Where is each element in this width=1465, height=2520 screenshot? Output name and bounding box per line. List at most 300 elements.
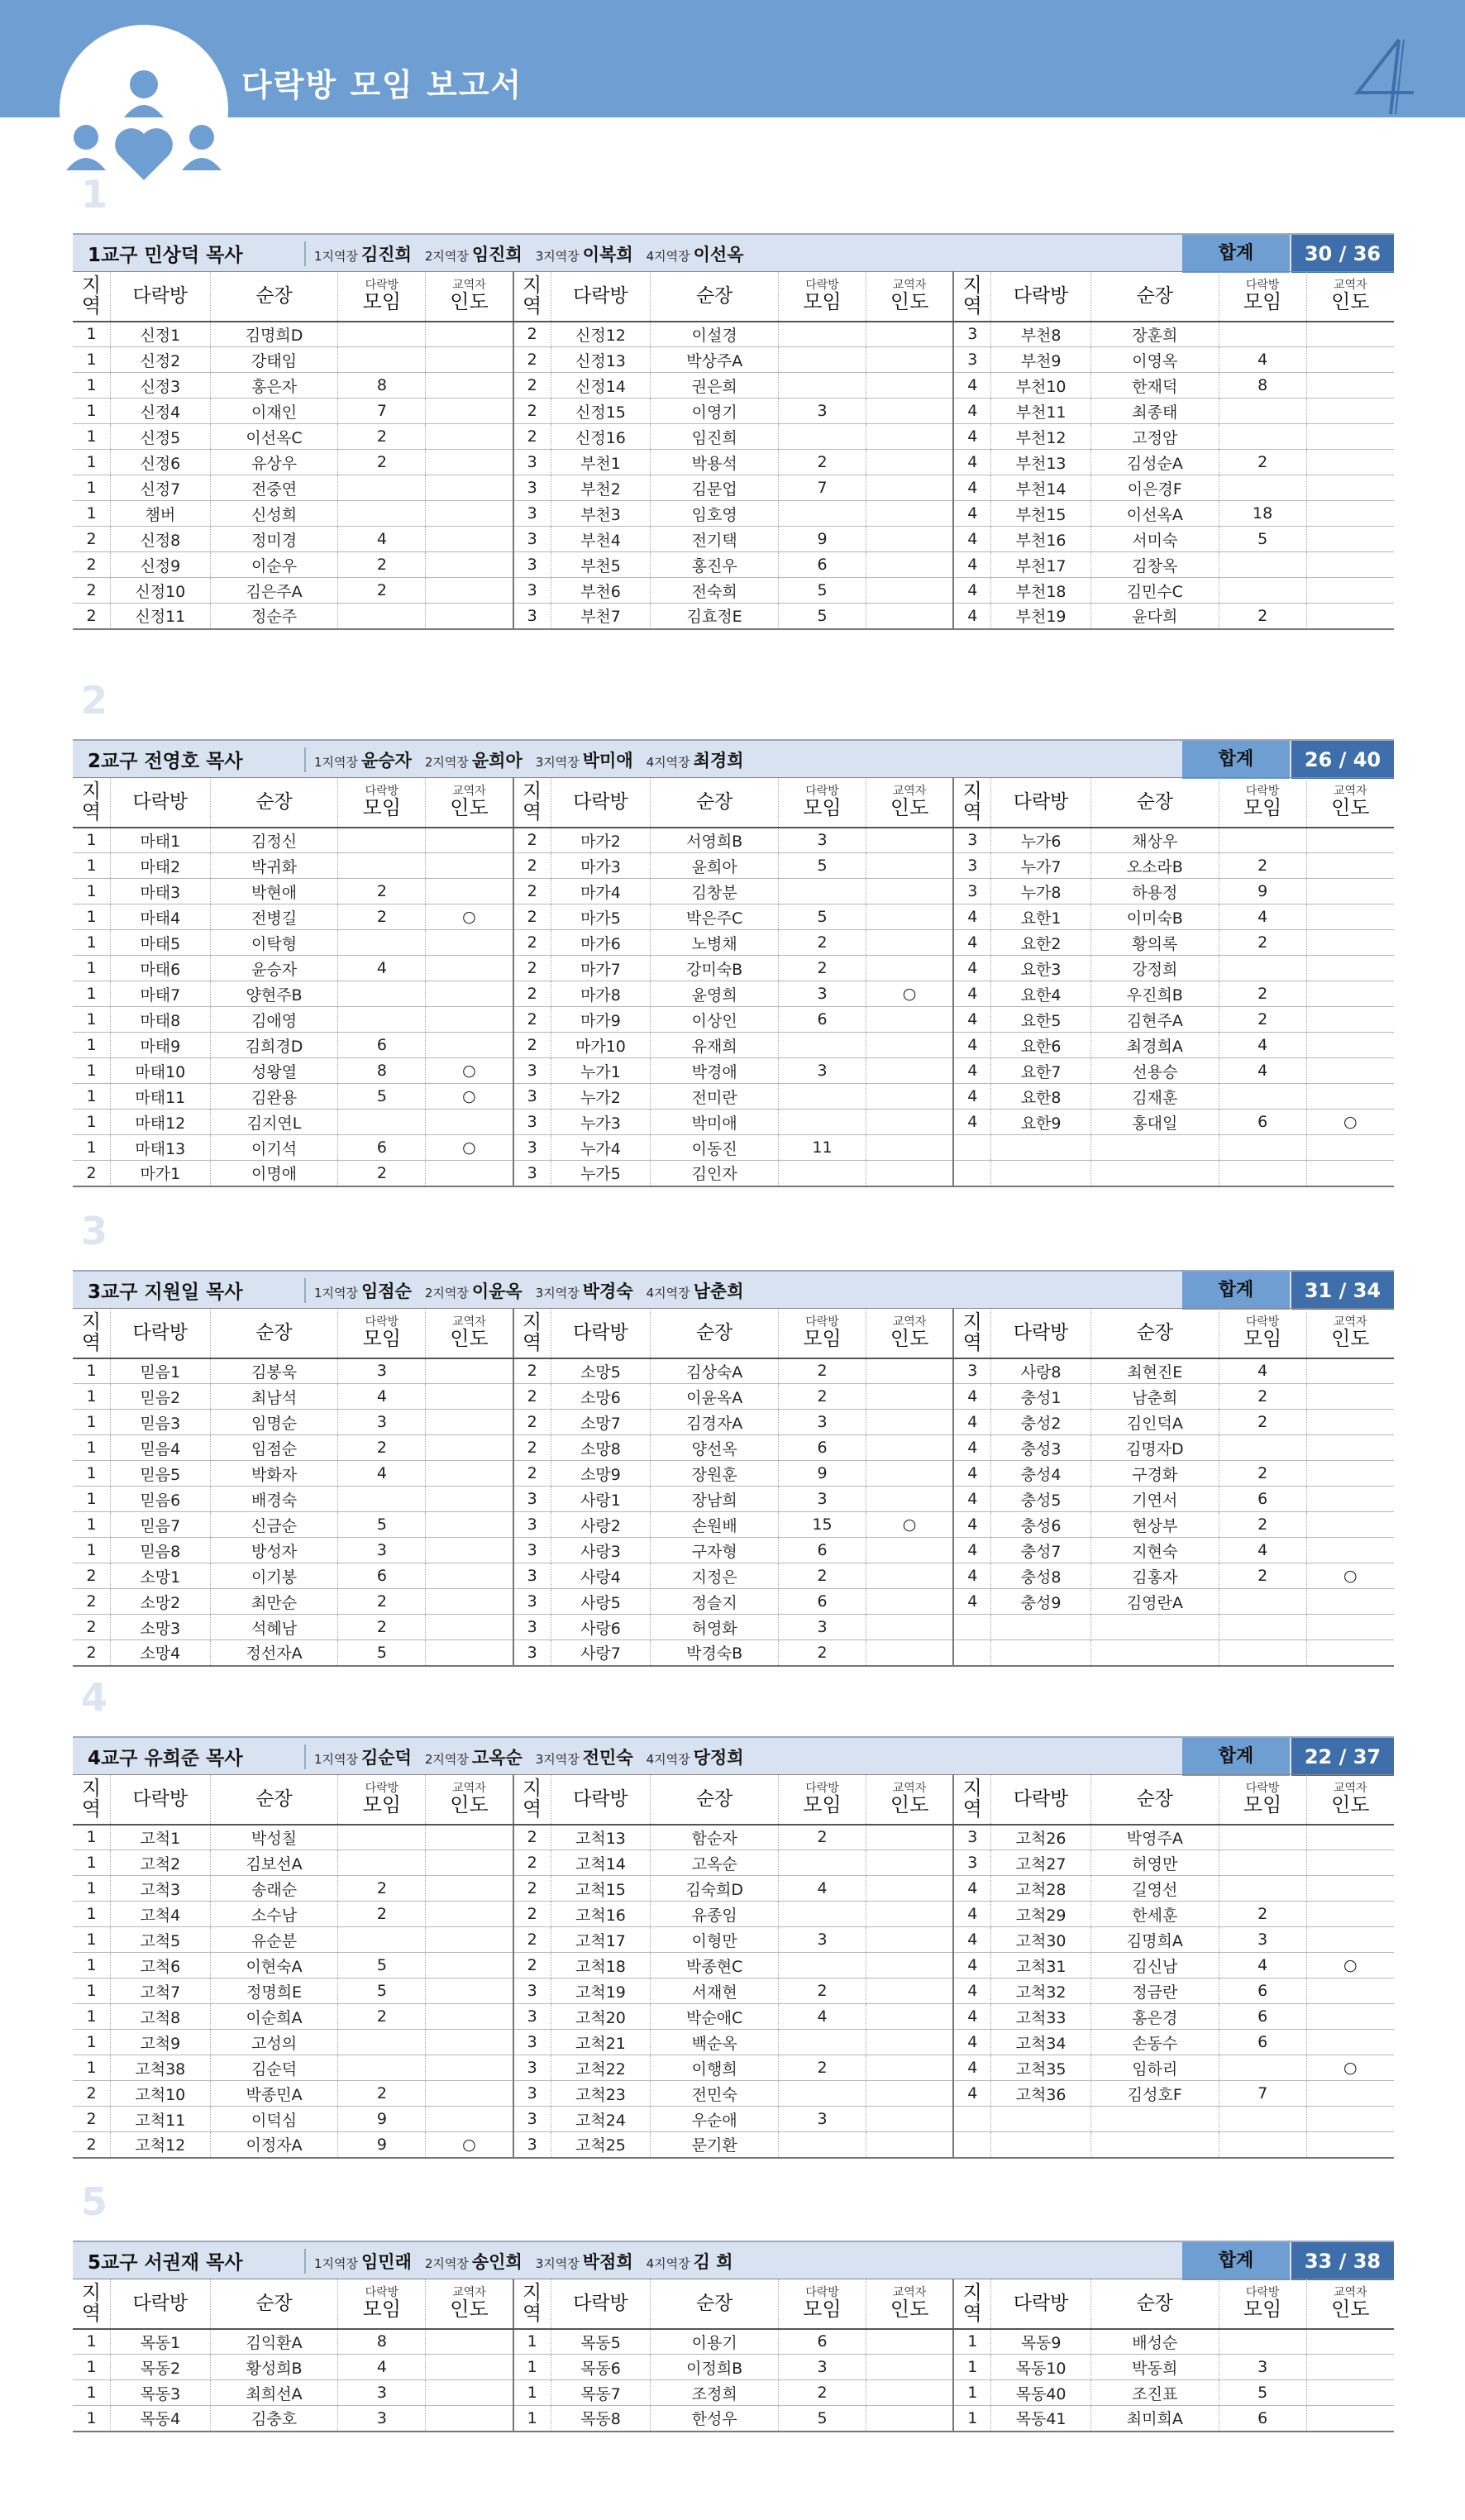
col-meeting-header [779,2279,866,2329]
leader-cell: 김민수C [1090,578,1219,604]
col-region-header [953,2279,991,2329]
meeting-count-cell: 4 [1219,1953,1306,1978]
region-cell: 4 [953,1007,991,1033]
col-darakbang-header [551,778,651,828]
meeting-count-cell: 4 [1219,904,1306,930]
guide-mark-cell [1306,2107,1394,2132]
leader-cell: 우진희B [1090,981,1219,1007]
region-cell: 1 [73,322,111,347]
leader-cell: 김인자 [651,1161,779,1186]
header-text: 다락방 [805,279,839,293]
guide-mark-cell [1306,1358,1394,1384]
region-cell: 4 [953,373,991,399]
meeting-count-cell [779,501,866,527]
meeting-count-cell: 3 [779,1487,866,1512]
leader-cell [1090,1161,1219,1186]
guide-mark-cell [426,1615,513,1640]
guide-mark-cell [866,475,953,501]
meeting-count-cell [338,1825,426,1850]
region-cell: 4 [953,475,991,501]
leader-cell: 손동수 [1090,2030,1219,2055]
darakbang-cell: 목동7 [551,2380,651,2406]
darakbang-cell: 목동41 [991,2406,1091,2432]
table-row [73,956,1394,981]
col-darakbang-header [111,1775,211,1825]
meeting-count-cell: 6 [779,2329,866,2355]
meeting-count-cell [338,1487,426,1512]
leader-cell: 임호영 [651,501,779,527]
guide-mark-cell [1306,879,1394,904]
table-row [73,424,1394,450]
col-meeting-header [1219,1775,1306,1825]
region-leader-name: 윤승자 [361,751,412,771]
col-leader-header [1090,1309,1219,1358]
darakbang-cell: 충성2 [991,1410,1091,1435]
table-row [73,2030,1394,2055]
table-row [73,1161,1394,1186]
header-text: 모임 [1243,2298,1282,2321]
region-cell: 1 [73,2406,111,2432]
region-cell: 4 [953,1384,991,1410]
region-cell: 2 [73,2132,111,2158]
region-cell: 2 [513,904,551,930]
leader-cell: 최만순 [210,1589,338,1615]
leader-cell: 이기봉 [210,1563,338,1589]
region-cell: 1 [513,2355,551,2380]
region-cell: 3 [513,2107,551,2132]
header-text: 지 [962,274,982,298]
meeting-count-cell: 2 [1219,1563,1306,1589]
header-text: 역 [523,1331,542,1355]
meeting-count-cell: 2 [779,2055,866,2081]
leader-cell: 최미희A [1090,2406,1219,2432]
section-title: 2교구 전영호 목사 [88,751,243,772]
leader-cell: 서미숙 [1090,527,1219,552]
region-cell: 4 [953,399,991,424]
col-leader-header [651,778,779,828]
col-leader-header [651,2279,779,2329]
table-row [73,1563,1394,1589]
guide-mark-cell [1306,552,1394,578]
meeting-count-cell: 3 [338,1410,426,1435]
region-cell: 2 [73,552,111,578]
header-text: 인도 [890,1793,929,1816]
meeting-count-cell: 2 [338,904,426,930]
meeting-count-cell: 3 [1219,1927,1306,1953]
darakbang-cell: 고척16 [551,1902,651,1927]
leader-cell: 서재현 [651,1978,779,2004]
guide-mark-cell [1306,373,1394,399]
region-cell: 1 [73,879,111,904]
leader-cell: 유종임 [651,1902,779,1927]
meeting-count-cell: 3 [779,828,866,853]
meeting-count-cell: 3 [338,1538,426,1563]
leader-cell: 김봉욱 [210,1358,338,1384]
leader-cell: 최희선A [210,2380,338,2406]
region-leader-role: 3지역장 [535,2256,580,2271]
col-meeting-header [779,1309,866,1358]
guide-mark-cell [426,1563,513,1589]
darakbang-cell: 신정15 [551,399,651,424]
section-header [73,1736,1394,1774]
guide-mark-cell [866,552,953,578]
leader-cell: 김문업 [651,475,779,501]
table-row [73,1058,1394,1084]
header-text: 다락방 [365,1782,399,1796]
leader-cell: 김희경D [210,1033,338,1058]
darakbang-cell: 목동40 [991,2380,1091,2406]
darakbang-cell: 신정4 [111,399,211,424]
table-row [73,2132,1394,2158]
darakbang-cell: 마가7 [551,956,651,981]
guide-mark-cell [426,1953,513,1978]
col-region-header [513,1309,551,1358]
region-cell [953,1135,991,1161]
leader-cell: 박화자 [210,1461,338,1487]
region-leader-name: 이선옥 [693,245,744,265]
meeting-count-cell: 7 [779,475,866,501]
leader-cell: 박동희 [1090,2355,1219,2380]
meeting-count-cell: 4 [338,527,426,552]
guide-mark-cell [426,604,513,629]
leader-cell: 최종태 [1090,399,1219,424]
darakbang-cell: 고척3 [111,1876,211,1902]
guide-mark-cell [866,2055,953,2081]
guide-mark-cell [426,1384,513,1410]
darakbang-cell: 고척34 [991,2030,1091,2055]
darakbang-cell: 마태2 [111,853,211,879]
header-text: 인도 [1331,796,1370,819]
header-text: 지 [962,2281,982,2305]
darakbang-cell: 사랑7 [551,1640,651,1666]
col-guide-header [1306,2279,1394,2329]
darakbang-cell: 누가8 [991,879,1091,904]
meeting-count-cell: 18 [1219,501,1306,527]
guide-mark-cell [426,450,513,475]
col-meeting-header [779,1775,866,1825]
darakbang-cell [991,1640,1091,1666]
region-cell: 4 [953,552,991,578]
page-number-4-icon [1341,31,1432,122]
guide-mark-cell: ○ [426,1058,513,1084]
col-leader-header [210,778,338,828]
region-leader-name: 고옥순 [471,1748,523,1768]
darakbang-cell: 충성8 [991,1563,1091,1589]
region-cell: 1 [73,1384,111,1410]
region-cell: 4 [953,1435,991,1461]
region-cell: 1 [73,853,111,879]
region-cell: 2 [513,424,551,450]
darakbang-cell: 부천2 [551,475,651,501]
table-row [73,1435,1394,1461]
table-row [73,1953,1394,1978]
meeting-count-cell [779,322,866,347]
meeting-count-cell: 2 [338,424,426,450]
meeting-count-cell: 3 [779,399,866,424]
leader-cell: 고성의 [210,2030,338,2055]
col-meeting-header [338,778,426,828]
col-darakbang-header [991,272,1091,322]
region-cell: 3 [513,527,551,552]
guide-mark-cell [426,552,513,578]
table-row [73,1538,1394,1563]
col-darakbang-header [111,2279,211,2329]
meeting-count-cell [338,347,426,373]
leader-cell: 이용기 [651,2329,779,2355]
section-number: 5 [81,2179,108,2224]
header-text: 순장 [255,1322,293,1344]
header-text: 다락방 [573,285,628,308]
header-text: 순장 [695,2293,733,2315]
meeting-count-cell [779,1033,866,1058]
darakbang-cell: 사랑6 [551,1615,651,1640]
leader-cell [1090,2132,1219,2158]
col-guide-header [1306,272,1394,322]
guide-mark-cell [1306,2406,1394,2432]
table-row [73,1461,1394,1487]
header-text: 모임 [803,290,842,313]
table-row [73,2081,1394,2107]
header-text: 역 [962,1331,982,1355]
guide-mark-cell [426,956,513,981]
darakbang-cell: 충성7 [991,1538,1091,1563]
region-cell: 3 [513,1058,551,1084]
header-text: 다락방 [365,785,399,799]
guide-mark-cell [1306,2132,1394,2158]
header-text: 역 [523,294,542,318]
meeting-count-cell: 6 [1219,2004,1306,2030]
header-text: 다락방 [365,1315,399,1329]
header-text: 교역자 [892,2286,927,2300]
darakbang-cell: 소망5 [551,1358,651,1384]
meeting-count-cell [779,1110,866,1135]
header-text: 지 [523,780,542,804]
meeting-count-cell [338,930,426,956]
leader-cell: 양현주B [210,981,338,1007]
guide-mark-cell [1306,1850,1394,1876]
leader-cell: 이형만 [651,1927,779,1953]
darakbang-table [73,777,1394,1187]
leader-cell: 김창분 [651,879,779,904]
leader-cell: 남춘희 [1090,1384,1219,1410]
darakbang-cell: 목동4 [111,2406,211,2432]
guide-mark-cell [866,956,953,981]
col-region-header [953,778,991,828]
region-leader-name: 김 희 [693,2252,733,2272]
total-value: 33 / 38 [1291,2242,1394,2280]
leader-cell: 홍은자 [210,373,338,399]
col-meeting-header [338,2279,426,2329]
section-number: 4 [81,1675,108,1720]
region-cell: 3 [953,828,991,853]
leader-cell: 박성칠 [210,1825,338,1850]
region-cell: 2 [513,347,551,373]
darakbang-cell: 충성4 [991,1461,1091,1487]
darakbang-cell: 부천15 [991,501,1091,527]
header-text: 역 [81,294,102,318]
region-cell: 1 [73,2055,111,2081]
meeting-count-cell: 5 [338,1640,426,1666]
meeting-count-cell [779,2030,866,2055]
meeting-count-cell [1219,956,1306,981]
leader-cell: 김보선A [210,1850,338,1876]
meeting-count-cell: 4 [1219,1538,1306,1563]
leader-cell: 김창옥 [1090,552,1219,578]
region-leader-name: 임민래 [361,2252,412,2272]
total-value: 26 / 40 [1291,741,1394,779]
leader-cell: 김명자D [1090,1435,1219,1461]
region-cell: 3 [513,1135,551,1161]
region-cell: 1 [73,828,111,853]
leader-cell: 배성순 [1090,2329,1219,2355]
region-cell: 1 [513,2329,551,2355]
header-text: 역 [523,800,542,824]
darakbang-cell: 고척10 [111,2081,211,2107]
leader-cell: 조진표 [1090,2380,1219,2406]
header-text: 순장 [695,285,733,308]
guide-mark-cell [426,853,513,879]
region-leaders [314,2249,733,2274]
meeting-count-cell: 4 [338,956,426,981]
leader-cell: 전기택 [651,527,779,552]
darakbang-cell: 고척15 [551,1876,651,1902]
darakbang-cell: 마태7 [111,981,211,1007]
guide-mark-cell [1306,1538,1394,1563]
darakbang-cell [991,2132,1091,2158]
leader-cell: 홍진우 [651,552,779,578]
leader-cell: 김신남 [1090,1953,1219,1978]
header-text: 다락방 [1245,785,1280,799]
guide-mark-cell [426,347,513,373]
meeting-count-cell [779,1161,866,1186]
leader-cell: 이현숙A [210,1953,338,1978]
guide-mark-cell [866,1927,953,1953]
leader-cell: 이정자A [210,2132,338,2158]
region-leader-name: 박경숙 [582,1281,633,1301]
header-text: 다락방 [1013,285,1069,308]
col-meeting-header [779,272,866,322]
darakbang-cell: 요한7 [991,1058,1091,1084]
guide-mark-cell: ○ [866,1512,953,1538]
region-cell: 1 [73,1358,111,1384]
header-text: 순장 [255,1788,293,1811]
region-leader-role: 1지역장 [314,755,359,770]
leader-cell: 고옥순 [651,1850,779,1876]
region-leader-name: 김진희 [361,245,412,265]
darakbang-cell: 신정7 [111,475,211,501]
header-text: 다락방 [573,2293,628,2315]
leader-cell: 송래순 [210,1876,338,1902]
guide-mark-cell [426,2329,513,2355]
col-region-header [513,1775,551,1825]
table-row [73,604,1394,629]
region-cell: 3 [953,347,991,373]
darakbang-cell: 부천16 [991,527,1091,552]
col-guide-header [866,1309,953,1358]
leader-cell: 홍대일 [1090,1110,1219,1135]
leader-cell: 김성순A [1090,450,1219,475]
darakbang-cell: 부천10 [991,373,1091,399]
leader-cell: 선용승 [1090,1058,1219,1084]
region-cell: 1 [73,930,111,956]
region-cell: 4 [953,1563,991,1589]
header-text: 교역자 [892,785,927,799]
darakbang-cell: 충성9 [991,1589,1091,1615]
leader-cell: 이행희 [651,2055,779,2081]
darakbang-cell: 마가1 [111,1161,211,1186]
region-cell: 4 [953,1512,991,1538]
darakbang-cell: 고척7 [111,1978,211,2004]
darakbang-cell: 목동2 [111,2355,211,2380]
leader-cell: 이은경F [1090,475,1219,501]
darakbang-cell: 마태5 [111,930,211,956]
meeting-count-cell: 9 [338,2107,426,2132]
meeting-count-cell: 5 [779,604,866,629]
header-text: 교역자 [1333,1315,1367,1329]
leader-cell: 허영화 [651,1615,779,1640]
guide-mark-cell: ○ [426,1084,513,1110]
guide-mark-cell [1306,1487,1394,1512]
region-cell: 4 [953,1953,991,1978]
darakbang-table [73,1774,1394,2159]
darakbang-cell: 마가6 [551,930,651,956]
col-meeting-header [1219,2279,1306,2329]
leader-cell: 최경희A [1090,1033,1219,1058]
leader-cell: 임진희 [651,424,779,450]
header-text: 역 [962,2302,982,2326]
meeting-count-cell: 2 [779,1563,866,1589]
guide-mark-cell [1306,2030,1394,2055]
meeting-count-cell: 4 [1219,1033,1306,1058]
meeting-count-cell: 2 [1219,1461,1306,1487]
darakbang-cell: 마가4 [551,879,651,904]
region-cell: 1 [953,2329,991,2355]
darakbang-cell: 신정8 [111,527,211,552]
meeting-count-cell: 9 [779,527,866,552]
col-leader-header [651,272,779,322]
meeting-count-cell: 3 [779,1058,866,1084]
meeting-count-cell: 6 [779,1435,866,1461]
table-row [73,475,1394,501]
col-darakbang-header [551,2279,651,2329]
meeting-count-cell: 5 [1219,527,1306,552]
meeting-count-cell: 2 [338,879,426,904]
header-text: 다락방 [132,1788,188,1811]
darakbang-cell: 부천12 [991,424,1091,450]
guide-mark-cell [866,2355,953,2380]
region-cell: 2 [513,1033,551,1058]
section-title: 4교구 유희준 목사 [88,1748,243,1769]
header-text: 지 [81,1310,102,1334]
col-region-header [513,2279,551,2329]
header-text: 역 [81,1331,102,1355]
leader-cell: 정슬지 [651,1589,779,1615]
header-text: 역 [523,1797,542,1821]
leader-cell: 김완용 [210,1084,338,1110]
darakbang-cell [991,1135,1091,1161]
guide-mark-cell [426,2355,513,2380]
guide-mark-cell [866,1902,953,1927]
darakbang-cell: 사랑2 [551,1512,651,1538]
meeting-count-cell: 3 [779,1927,866,1953]
darakbang-cell: 마태8 [111,1007,211,1033]
darakbang-cell: 고척22 [551,2055,651,2081]
table-row [73,1902,1394,1927]
meeting-count-cell [338,322,426,347]
meeting-count-cell: 4 [1219,347,1306,373]
meeting-count-cell: 4 [338,1384,426,1410]
leader-cell: 구경화 [1090,1461,1219,1487]
